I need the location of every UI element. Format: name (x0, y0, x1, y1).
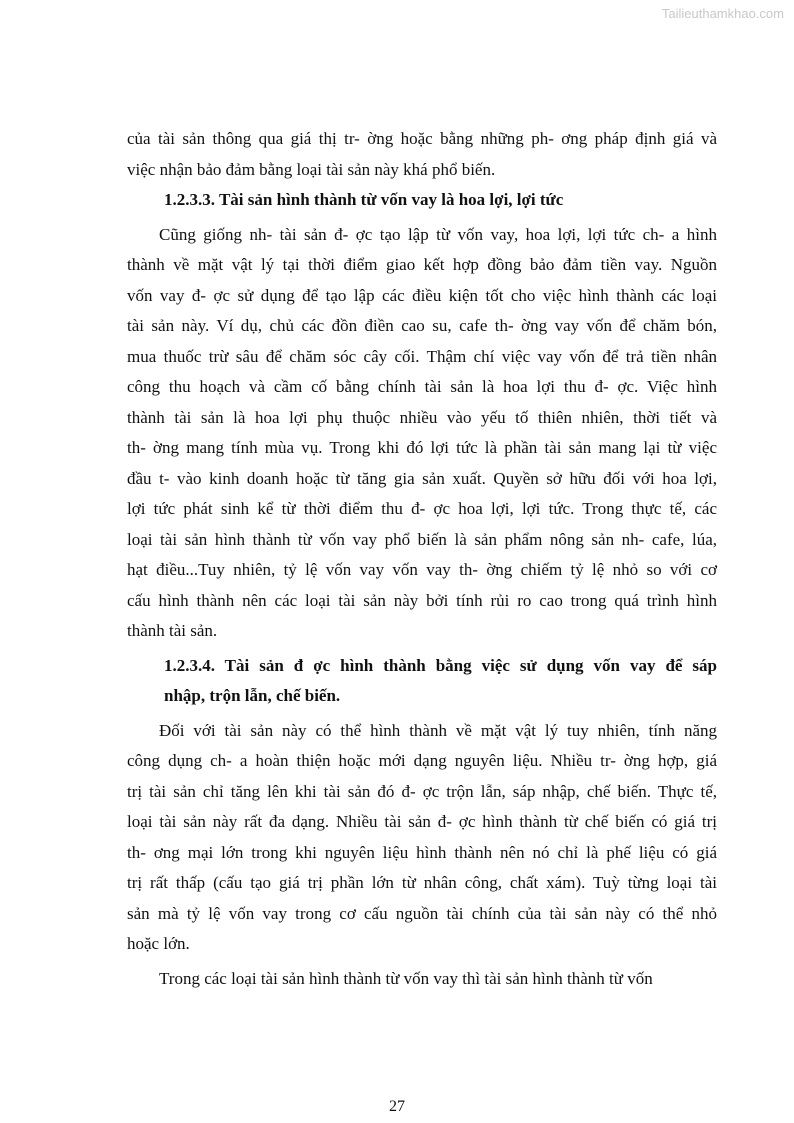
paragraph-4 (127, 964, 717, 995)
text-line: sản mà tỷ lệ vốn vay trong cơ cấu nguồn tài chính của tài sản này có thể nhỏ (127, 903, 717, 923)
text-line: mua thuốc trừ sâu để chăm sóc cây cối. Thậm chí việc vay vốn để trả tiền nhân (127, 346, 717, 366)
paragraph-2 (127, 220, 717, 647)
text-line: Cũng giống nh- tài sản đ- ợc tạo lập từ vốn vay, hoa lợi, lợi tức ch- a hình (159, 224, 717, 244)
text-line: vốn vay đ- ợc sử dụng để tạo lập các điều kiện tốt cho việc hình thành các loại (127, 285, 717, 305)
paragraph-3 (127, 716, 717, 960)
heading-line: 1.2.3.3. Tài sản hình thành từ vốn vay là hoa lợi, lợi tức (164, 190, 564, 209)
text-line: việc nhận bảo đảm bằng loại tài sản này khá phổ biến. (127, 159, 496, 179)
text-line: công thu hoạch và cầm cố bằng chính tài sản là hoa lợi thu đ- ợc. Việc hình (127, 377, 717, 396)
text-line: loại tài sản hình thành từ vốn vay phổ biến là sản phẩm nông sản nh- cafe, lúa, (127, 529, 717, 549)
text-line: lợi tức phát sinh kể từ thời điểm thu đ- ợc hoa lợi, lợi tức. Trong thực tế, các (127, 499, 717, 518)
text-line: tài sản này. Ví dụ, chủ các đồn điền cao su, cafe th- ờng vay vốn để chăm bón, (127, 316, 717, 335)
heading-1-2-3-3 (127, 185, 717, 216)
watermark: Tailieuthamkhao.com (661, 6, 784, 21)
text-line: hạt điều...Tuy nhiên, tỷ lệ vốn vay vốn vay th- ờng chiếm tỷ lệ nhỏ so với cơ (127, 560, 717, 579)
paragraph-1 (127, 124, 717, 185)
text-line: Trong các loại tài sản hình thành từ vốn vay thì tài sản hình thành từ vốn (159, 968, 653, 988)
text-line: thành về mặt vật lý tại thời điểm giao kết hợp đồng bảo đảm tiền vay. Nguồn (127, 255, 717, 274)
heading-1-2-3-4 (127, 651, 717, 712)
text-line: đầu t- vào kinh doanh hoặc từ tăng gia sản xuất. Quyền sở hữu đối với hoa lợi, (127, 468, 717, 488)
document-body (127, 124, 717, 994)
text-line: hoặc lớn. (127, 934, 190, 953)
text-line: thành tài sản là hoa lợi phụ thuộc nhiều vào yếu tố thiên nhiên, thời tiết và (127, 407, 717, 427)
text-line: loại tài sản này rất đa dạng. Nhiều tài sản đ- ợc hình thành từ chế biến có giá trị (127, 812, 717, 831)
text-line: cấu hình thành nên các loại tài sản này bởi tính rủi ro cao trong quá trình hình (127, 590, 717, 610)
text-line: th- ờng mang tính mùa vụ. Trong khi đó lợi tức là phần tài sản mang lại từ việc (127, 438, 717, 457)
text-line: công dụng ch- a hoàn thiện hoặc mới dạng nguyên liệu. Nhiều tr- ờng hợp, giá (127, 751, 717, 770)
text-line: trị rất thấp (cấu tạo giá trị phần lớn từ nhân công, chất xám). Tuỳ từng loại tài (127, 873, 717, 892)
page-number: 27 (389, 1098, 405, 1115)
text-line: thành tài sản. (127, 621, 218, 640)
text-line: của tài sản thông qua giá thị tr- ờng hoặc bằng những ph- ơng pháp định giá và (127, 129, 717, 148)
text-line: trị tài sản chỉ tăng lên khi tài sản đó đ- ợc trộn lẫn, sáp nhập, chế biến. Thực tế, (127, 781, 717, 801)
heading-line: nhập, trộn lẫn, chế biến. (164, 686, 341, 705)
heading-line: 1.2.3.4. Tài sản đ ợc hình thành bằng việc sử dụng vốn vay để sáp (164, 655, 717, 675)
text-line: Đối với tài sản này có thể hình thành về mặt vật lý tuy nhiên, tính năng (159, 720, 717, 740)
text-line: th- ơng mại lớn trong khi nguyên liệu hình thành nên nó chỉ là phế liệu có giá (127, 842, 717, 862)
